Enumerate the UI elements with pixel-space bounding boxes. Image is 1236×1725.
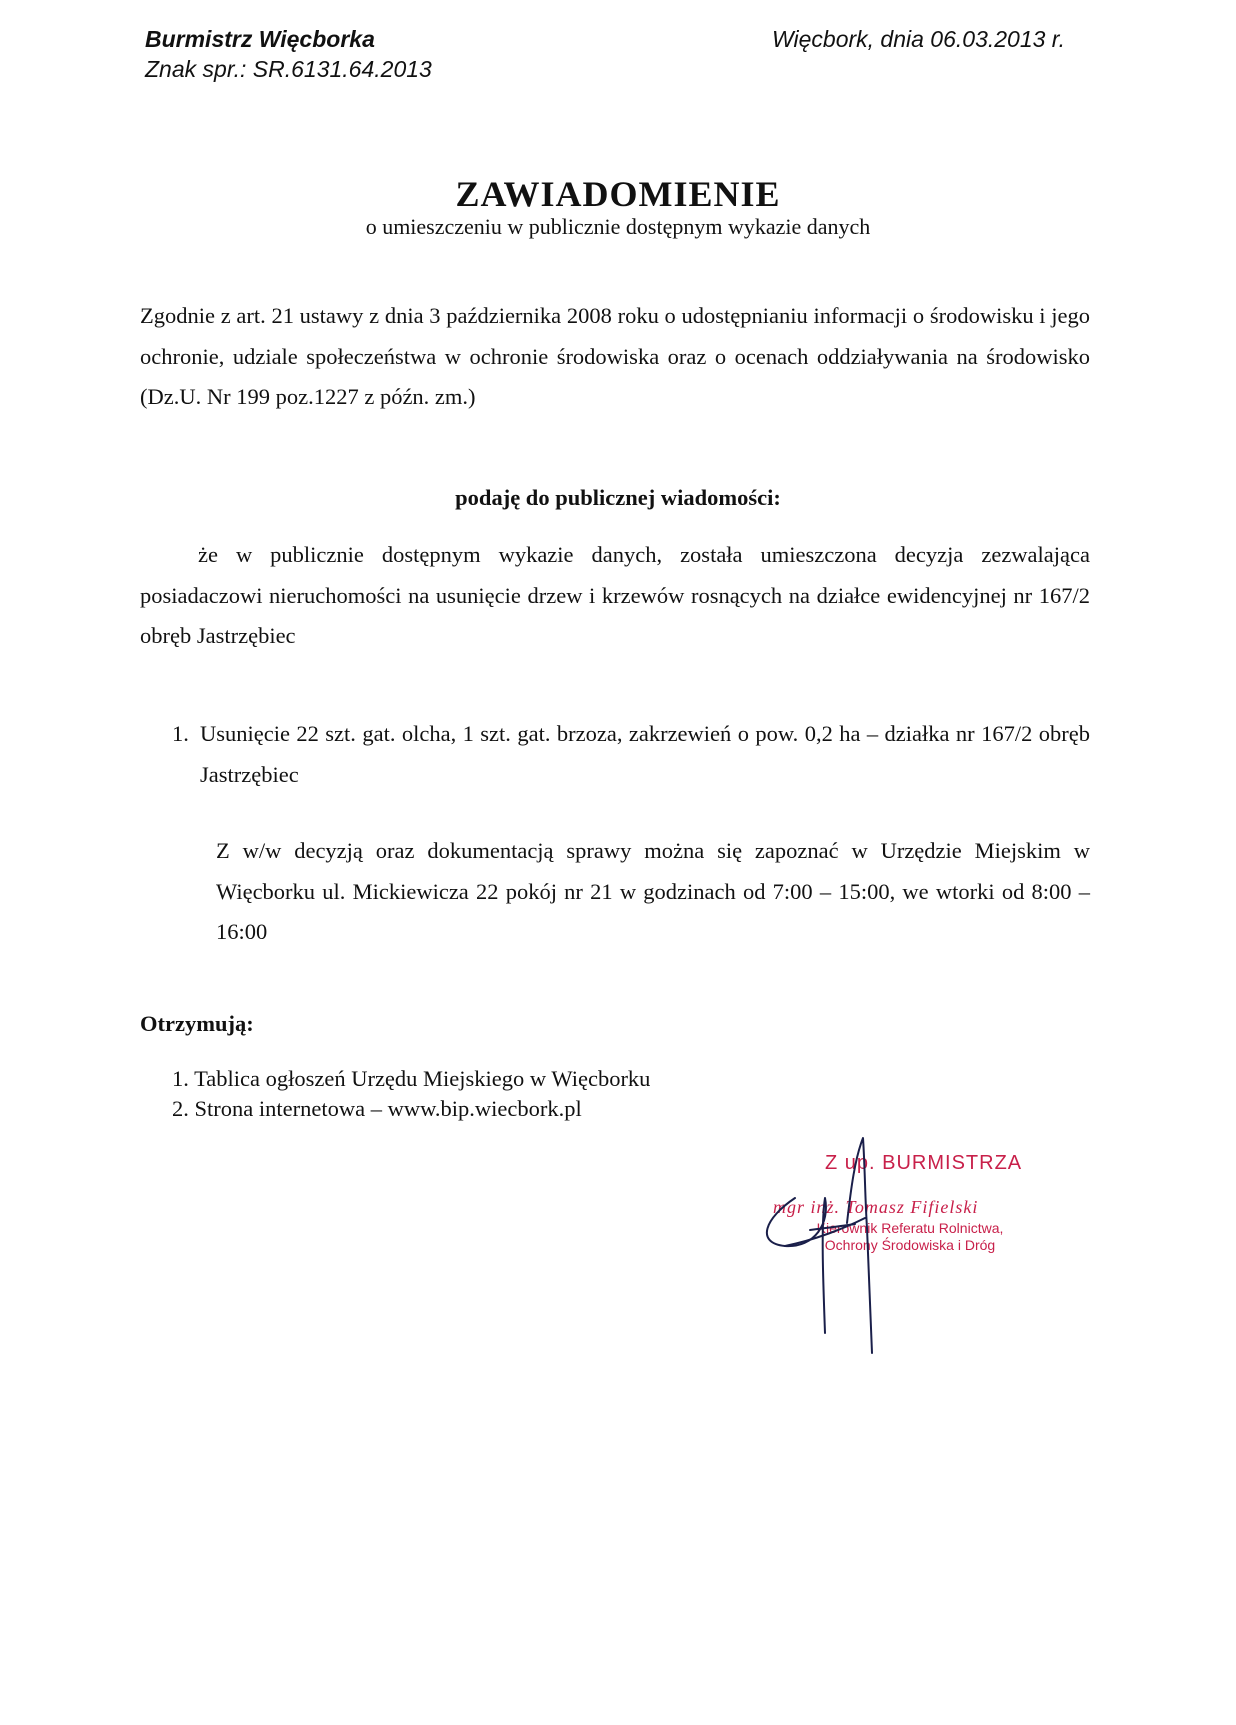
document-subtitle: o umieszczeniu w publicznie dostępnym wykazie danych bbox=[365, 214, 871, 239]
announcement-heading: podaję do publicznej wiadomości: bbox=[455, 485, 781, 510]
stamp-role-line: Kierownik Referatu Rolnictwa, bbox=[816, 1220, 1004, 1236]
recipient-item: 1. Tablica ogłoszeń Urzędu Miejskiego w Więcborku bbox=[172, 1066, 651, 1091]
stamp-role-line: Ochrony Środowiska i Dróg bbox=[824, 1237, 996, 1253]
official-stamp bbox=[765, 1152, 1065, 1342]
reference-number: Znak spr.: SR.6131.64.2013 bbox=[145, 56, 432, 82]
document-title: ZAWIADOMIENIE bbox=[455, 174, 781, 214]
decision-paragraph: że w publicznie dostępnym wykazie danych, została umieszczona decyzja zezwalająca posiadaczowi nieruchomości na usunięcie drzew i krzewów rosnących na działce ewidencyjnej nr 167/2 obręb Jastrzębiec bbox=[140, 542, 1090, 648]
recipients-heading: Otrzymują: bbox=[140, 1011, 254, 1036]
documentation-paragraph: Z w/w decyzją oraz dokumentacją sprawy można się zapoznać w Urzędzie Miejskim w Więcborku ul. Mickiewicza 22 pokój nr 21 w godzinach od 7:00 – 15:00, we wtorki od 8:00 – 16:00 bbox=[216, 838, 1090, 944]
stamp-signatory-name: mgr inż. Tomasz Fifielski bbox=[773, 1197, 979, 1217]
list-item-number: 1. bbox=[172, 721, 189, 746]
list-item-text: Usunięcie 22 szt. gat. olcha, 1 szt. gat. brzoza, zakrzewień o pow. 0,2 ha – działka nr 167/2 obręb Jastrzębiec bbox=[200, 721, 1090, 787]
legal-basis-paragraph: Zgodnie z art. 21 ustawy z dnia 3 października 2008 roku o udostępnianiu informacji o środowisku i jego ochronie, udziale społeczeństwa w ochronie środowiska oraz o ocenach oddziaływania na środowisko (Dz.U. Nr 199 poz.1227 z późn. zm.) bbox=[140, 303, 1090, 409]
recipient-item: 2. Strona internetowa – www.bip.wiecbork.pl bbox=[172, 1096, 582, 1121]
issuer-name: Burmistrz Więcborka bbox=[145, 26, 375, 52]
stamp-heading: Z up. BURMISTRZA bbox=[825, 1152, 1023, 1174]
list-item bbox=[172, 714, 1090, 795]
place-and-date: Więcbork, dnia 06.03.2013 r. bbox=[772, 26, 1066, 52]
